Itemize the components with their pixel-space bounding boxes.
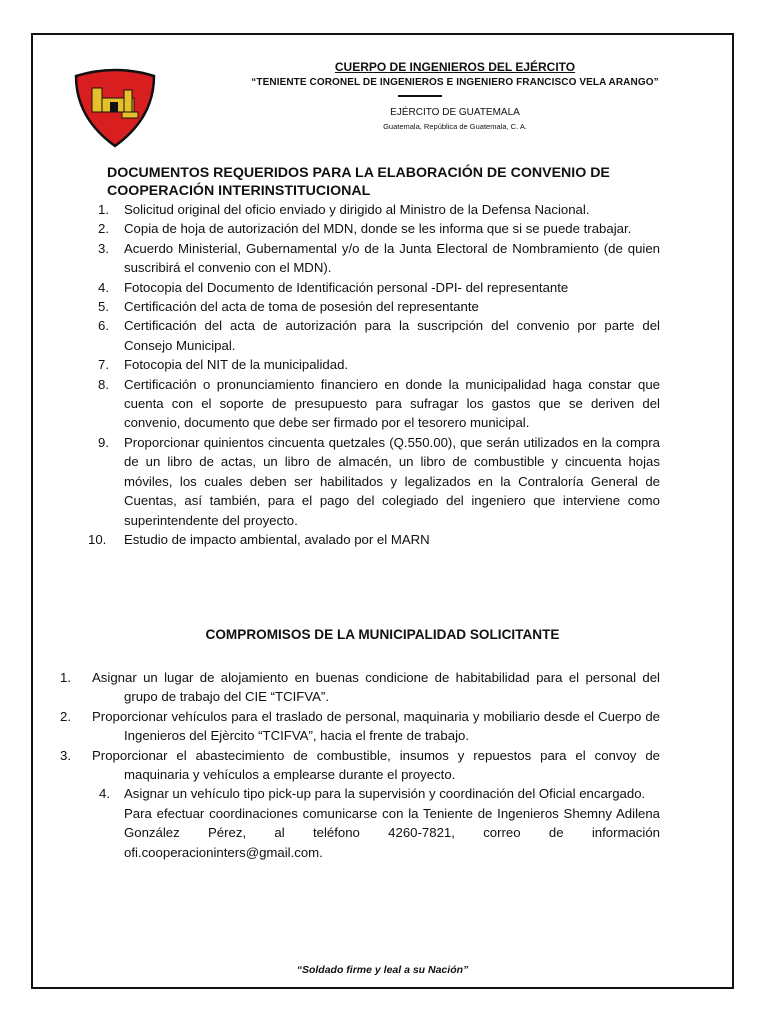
- item-text: Proporcionar vehículos para el traslado de personal, maquinaria y mobiliario desde el Cuerpo de Ingenieros del Ejèrcito “TCIFVA”, hacia el frente de trabajo.: [92, 708, 660, 744]
- org-subtitle: “TENIENTE CORONEL DE INGENIEROS E INGENIERO FRANCISCO VELA ARANGO”: [251, 77, 659, 88]
- list-item: [88, 530, 660, 549]
- contact-info: Para efectuar coordinaciones comunicarse con la Teniente de Ingenieros Shemny Adilena González Pérez, al teléfono 4260-7821, correo de información ofi.cooperacioninters@gmail.com.: [124, 805, 660, 860]
- castle-tower-right: [124, 90, 132, 112]
- item-text: Proporcionar el abastecimiento de combustible, insumos y repuestos para el convoy de maquinaria y vehículos a emplearse durante el proyecto.: [92, 747, 660, 783]
- item-text: Acuerdo Ministerial, Gubernamental y/o de la Junta Electoral de Nombramiento (de quien suscribirá el convenio con el MDN).: [124, 240, 660, 276]
- list-item: [98, 278, 660, 297]
- header-divider: [398, 95, 442, 97]
- castle-tower-left: [92, 88, 102, 112]
- item-number: 7.: [98, 357, 109, 373]
- requirements-list: [88, 200, 660, 549]
- item-text: Asignar un vehículo tipo pick-up para la supervisión y coordinación del Oficial encargado.: [124, 786, 646, 802]
- item-text: Certificación o pronunciamiento financiero en donde la municipalidad haga constar que cuenta con el soporte de presupuesto para sufragar los gastos que se deriven del convenio, documento que debe ser firmado por el tesorero municipal.: [124, 376, 660, 431]
- item-number: 4.: [98, 279, 109, 295]
- list-item: [98, 239, 660, 278]
- list-item: [92, 784, 660, 862]
- item-text: Copia de hoja de autorización del MDN, donde se les informa que si se puede trabajar.: [124, 221, 632, 237]
- item-text: Certificación del acta de toma de posesión del representante: [124, 299, 479, 315]
- commitments-heading: COMPROMISOS DE LA MUNICIPALIDAD SOLICITANTE: [205, 627, 560, 642]
- item-number: 10.: [88, 531, 107, 547]
- commitments-list: [60, 668, 660, 862]
- item-text: Estudio de impacto ambiental, avalado por el MARN: [124, 531, 430, 547]
- item-number: 2.: [98, 221, 109, 237]
- item-number: 1.: [98, 202, 109, 217]
- item-number: 8.: [98, 376, 109, 392]
- org-name: CUERPO DE INGENIEROS DEL EJÉRCITO: [334, 60, 576, 74]
- item-text: Fotocopia del Documento de Identificación personal -DPI- del representante: [124, 279, 569, 295]
- item-text: Proporcionar quinientos cincuenta quetzales (Q.550.00), que serán utilizados en la compra de un libro de actas, un libro de almacén, un libro de combustible y cincuenta hojas móviles, los cuales deben ser habilitados y legalizados en la Contraloría General de Cuentas, así también, para el pago del colegiado del ingeniero que interviene como superintendente del proyecto.: [124, 434, 660, 528]
- list-item: [98, 200, 660, 219]
- document-title: DOCUMENTOS REQUERIDOS PARA LA ELABORACIÓN DE CONVENIO DE COOPERACIÓN INTERINSTITUCIONAL: [107, 165, 610, 199]
- item-number: 3.: [98, 240, 109, 256]
- item-text: Solicitud original del oficio enviado y dirigido al Ministro de la Defensa Nacional.: [124, 202, 590, 217]
- item-text: Fotocopia del NIT de la municipalidad.: [124, 357, 349, 373]
- list-item: [98, 316, 660, 355]
- army-name: EJÉRCITO DE GUATEMALA: [390, 107, 520, 118]
- item-number: 6.: [98, 318, 109, 334]
- castle-gate: [110, 102, 118, 112]
- motto: “Soldado firme y leal a su Nación”: [296, 964, 469, 976]
- item-number: 5.: [98, 299, 109, 315]
- list-item: [98, 219, 660, 238]
- location: Guatemala, República de Guatemala, C. A.: [383, 122, 527, 131]
- item-number: 4.: [99, 786, 110, 802]
- item-number: 9.: [98, 434, 109, 450]
- item-text: Asignar un lugar de alojamiento en buenas condicione de habitabilidad para el personal del grupo de trabajo del CIE “TCIFVA”.: [92, 670, 660, 705]
- item-text: Certificación del acta de autorización para la suscripción del convenio por parte del Consejo Municipal.: [124, 318, 660, 353]
- army-engineers-emblem-icon: [72, 68, 158, 148]
- list-item: 3. Proporcionar el abastecimiento de combustible, insumos y repuestos para el convoy de maquinaria y vehículos a emplearse durante el proyecto.: [60, 747, 660, 783]
- list-item: 1. Asignar un lugar de alojamiento en buenas condicione de habitabilidad para el personal del grupo de trabajo del CIE “TCIFVA”.: [60, 670, 660, 705]
- list-item: [98, 355, 660, 374]
- castle-base: [122, 112, 138, 118]
- list-item: 2. Proporcionar vehículos para el traslado de personal, maquinaria y mobiliario desde el Cuerpo de Ingenieros del Ejèrcito “TCIFVA”, hacia el frente de trabajo.: [60, 708, 660, 744]
- list-item: [98, 375, 660, 433]
- list-item: [98, 297, 660, 316]
- list-item: [98, 433, 660, 530]
